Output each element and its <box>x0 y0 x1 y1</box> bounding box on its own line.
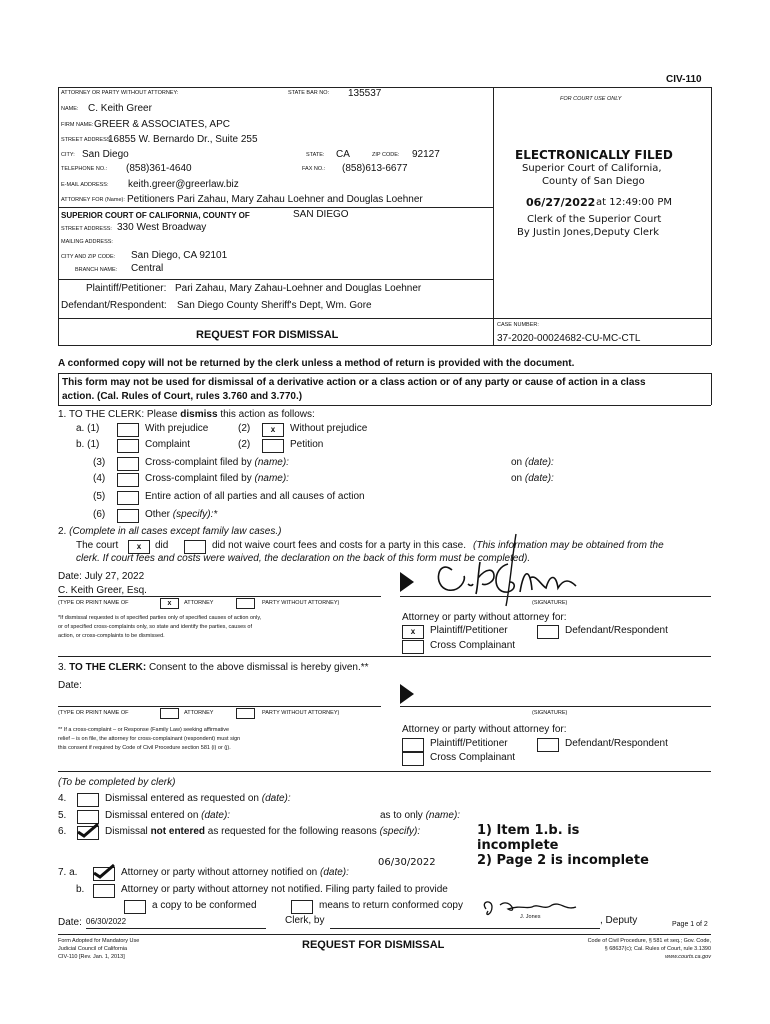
copy-conformed-checkbox[interactable] <box>124 900 146 914</box>
phone: (858)361-4640 <box>126 163 192 174</box>
clerk-7a-date: (date): <box>320 867 349 878</box>
sig1-date-label: Date: <box>58 571 82 582</box>
sig2-party-label: PARTY WITHOUT ATTORNEY) <box>262 710 340 716</box>
footer-left-3: CIV-110 [Rev. Jan. 1, 2013] <box>58 954 125 960</box>
sig1-defendant-checkbox[interactable] <box>537 625 559 639</box>
sig1-arrow-icon <box>400 572 416 592</box>
clerk-heading: (To be completed by clerk) <box>58 777 176 788</box>
defendant: San Diego County Sheriff's Dept, Wm. Gore <box>177 300 372 311</box>
cross-complaint-1-text: Cross-complaint filed by <box>145 457 252 468</box>
sig1-plaintiff-label: Plaintiff/Petitioner <box>430 625 508 636</box>
court-city: San Diego, CA 92101 <box>131 250 228 261</box>
entire-action-label: Entire action of all parties and all causes of action <box>145 491 365 502</box>
zip: 92127 <box>412 149 440 160</box>
reason-line-2: incomplete <box>477 838 559 853</box>
cross-complaint-1-checkbox[interactable] <box>117 457 139 471</box>
without-prejudice-checkbox[interactable]: x <box>262 423 284 437</box>
item3-lead-bold: TO THE CLERK: <box>69 662 147 673</box>
attorney-name: C. Keith Greer <box>88 103 152 114</box>
other-label <box>145 509 217 520</box>
sig2-note-2: relief – is on file, the attorney for cross-complainant (respondent) must sign <box>58 736 241 742</box>
city-label: CITY: <box>61 152 75 158</box>
fees-did-not-label: did not waive court fees and costs for a party in this case. <box>212 540 467 551</box>
footer-title: REQUEST FOR DISMISSAL <box>302 939 445 951</box>
copy-conformed-label: a copy to be conformed <box>152 900 257 911</box>
cross-complaint-1-date <box>511 457 554 468</box>
phone-label: TELEPHONE NO.: <box>61 166 108 172</box>
case-number-label: CASE NUMBER: <box>497 322 539 328</box>
footer-left-2: Judicial Council of California <box>58 946 128 952</box>
item2-num: 2. <box>58 526 67 537</box>
clerk-date-rule <box>86 928 266 929</box>
cross-complaint-2-name: (name): <box>254 473 289 484</box>
defendant-label: Defendant/Respondent: <box>61 300 167 311</box>
clerk-5-text: Dismissal entered on <box>105 810 199 821</box>
notice-top-rule <box>58 373 711 374</box>
state-label: STATE: <box>306 152 325 158</box>
deputy-label: , Deputy <box>600 915 638 926</box>
stamp-line3: Clerk of the Superior Court <box>527 214 662 225</box>
header-top-rule <box>58 87 711 88</box>
email-label: E-MAIL ADDRESS: <box>61 182 109 188</box>
clerk-6-num: 6. <box>58 826 67 837</box>
item1-3-num: (3) <box>93 457 106 468</box>
item1-lead-text: 1. TO THE CLERK: Please <box>58 409 178 420</box>
stamp-line1: Superior Court of California, <box>522 163 662 174</box>
clerk-signature-rule <box>330 928 600 929</box>
cross-complaint-2-text: Cross-complaint filed by <box>145 473 252 484</box>
clerk-date: 06/30/2022 <box>86 917 127 926</box>
sig1-attorney-label: ATTORNEY <box>184 600 214 606</box>
footer-right-2: § 68637(c); Cal. Rules of Court, rule 3.1390 <box>604 946 711 952</box>
sig2-type-label: (TYPE OR PRINT NAME OF <box>58 710 129 716</box>
court-mailing-label: MAILING ADDRESS: <box>61 239 113 245</box>
clerk-by-label: Clerk, by <box>285 915 325 926</box>
clerk-5-only <box>380 810 460 821</box>
clerk-6-text-b: not entered <box>150 826 206 837</box>
item3-lead-rest: Consent to the above dismissal is hereby given.** <box>148 662 369 673</box>
clerk-5-date: (date): <box>201 810 231 821</box>
clerk-7a-text: Attorney or party without attorney notified on <box>121 867 318 878</box>
notice-class-action-2: action. (Cal. Rules of Court, rules 3.760 and 3.770.) <box>62 391 303 402</box>
footer-left-1: Form Adopted for Mandatory Use <box>58 938 140 944</box>
without-prejudice-label: Without prejudice <box>290 423 368 434</box>
sig2-cross-label: Cross Complainant <box>430 752 516 763</box>
item2-lead-italic: (Complete in all cases except family law cases.) <box>69 526 282 537</box>
means-return-label: means to return conformed copy <box>319 900 463 911</box>
item3-date-label: Date: <box>58 680 82 691</box>
sig2-cross-checkbox[interactable] <box>402 752 424 766</box>
notice-left-rule <box>58 373 59 405</box>
clerk-top-rule <box>58 771 711 772</box>
sig1-date-value: July 27, 2022 <box>84 571 145 582</box>
other-checkbox[interactable] <box>117 509 139 523</box>
parties-rule <box>58 279 493 280</box>
fees-did-label: did <box>155 540 169 551</box>
item3-top-rule <box>58 656 711 657</box>
sig2-attorney-label: ATTORNEY <box>184 710 214 716</box>
clerk-date-label: Date: <box>58 917 82 928</box>
name-label: NAME: <box>61 106 79 112</box>
item1a2-num: (2) <box>238 423 251 434</box>
plaintiff: Pari Zahau, Mary Zahau-Loehner and Douglas Loehner <box>175 283 422 294</box>
sig2-note-3: this consent if required by Code of Civil Procedure section 581 (i) or (j). <box>58 745 231 751</box>
footer-rule <box>58 934 711 935</box>
complaint-label: Complaint <box>145 439 191 450</box>
reason-line-1: 1) Item 1.b. is <box>477 823 580 838</box>
clerk-4-num: 4. <box>58 793 67 804</box>
stamp-line4: By Justin Jones,Deputy Clerk <box>517 227 659 238</box>
sig1-plaintiff-checkbox[interactable]: x <box>402 625 424 639</box>
clerk-7a-num: 7. a. <box>58 867 78 878</box>
fax-label: FAX NO.: <box>302 166 326 172</box>
form-title: REQUEST FOR DISMISSAL <box>196 329 339 341</box>
fax: (858)613-6677 <box>342 163 408 174</box>
complaint-checkbox[interactable] <box>117 439 139 453</box>
clerk-4-checkbox[interactable] <box>77 793 99 807</box>
stamp-time: at 12:49:00 PM <box>596 197 672 208</box>
header-divider <box>493 87 494 345</box>
fees-did-not-checkbox[interactable] <box>184 540 206 554</box>
street-address: 16855 W. Bernardo Dr., Suite 255 <box>108 134 258 145</box>
item1-5-num: (5) <box>93 491 106 502</box>
entire-action-checkbox[interactable] <box>117 491 139 505</box>
sig2-for-label: Attorney or party without attorney for: <box>402 724 567 735</box>
item1-6-num: (6) <box>93 509 106 520</box>
on-label-1: on <box>511 457 523 468</box>
cross-complaint-2-date <box>511 473 554 484</box>
court-street-label: STREET ADDRESS: <box>61 226 112 232</box>
sig1-name: C. Keith Greer, Esq. <box>58 585 147 596</box>
sig1-name-rule <box>58 596 381 597</box>
form-id: CIV-110 <box>666 74 702 85</box>
clerk-6-text-a: Dismissal <box>105 826 148 837</box>
sig2-plaintiff-checkbox[interactable] <box>402 738 424 752</box>
item1-lead <box>58 409 315 420</box>
on-label-2: on <box>511 473 523 484</box>
item1-lead-bold: dismiss <box>180 409 218 420</box>
cross-complaint-1-name: (name): <box>254 457 289 468</box>
notice-class-action-1: This form may not be used for dismissal of a derivative action or a class action or of any party or cause of action in a class <box>62 377 646 388</box>
branch-label: BRANCH NAME: <box>75 267 118 273</box>
clerk-7b-num: b. <box>76 884 85 895</box>
notified-date: 06/30/2022 <box>378 857 436 868</box>
notice-right-rule <box>711 373 712 405</box>
sig2-note-1: ** If a cross-complaint – or Response (Family Law) seeking affirmative <box>58 727 230 733</box>
item1-4-num: (4) <box>93 473 106 484</box>
with-prejudice-checkbox[interactable] <box>117 423 139 437</box>
sig2-plaintiff-label: Plaintiff/Petitioner <box>430 738 508 749</box>
email: keith.greer@greerlaw.biz <box>128 179 239 190</box>
clerk-4-date: (date): <box>261 793 291 804</box>
branch-name: Central <box>131 263 164 274</box>
item3-num: 3. <box>58 662 67 673</box>
clerk-6-specify: (specify): <box>379 826 421 837</box>
item1b2-num: (2) <box>238 439 251 450</box>
petition-label: Petition <box>290 439 324 450</box>
with-prejudice-label: With prejudice <box>145 423 209 434</box>
item2-lead <box>58 526 281 537</box>
court-heading: SUPERIOR COURT OF CALIFORNIA, COUNTY OF <box>61 211 250 220</box>
sig1-note-1: *If dismissal requested is of specified parties only of specified causes of action only, <box>58 615 262 621</box>
petition-checkbox[interactable] <box>262 439 284 453</box>
sig1-party-checkbox[interactable] <box>236 598 255 609</box>
case-number: 37-2020-00024682-CU-MC-CTL <box>497 333 641 344</box>
sig2-defendant-checkbox[interactable] <box>537 738 559 752</box>
means-return-checkbox[interactable] <box>291 900 313 914</box>
cross-complaint-1-label <box>145 457 289 468</box>
page-number: Page 1 of 2 <box>672 921 708 928</box>
court-use-label: FOR COURT USE ONLY <box>560 96 622 102</box>
city: San Diego <box>82 149 129 160</box>
sig1-cross-label: Cross Complainant <box>430 640 516 651</box>
zip-label: ZIP CODE: <box>372 152 400 158</box>
clerk-5-only-text: as to only <box>380 810 423 821</box>
clerk-4-text: Dismissal entered as requested on <box>105 793 259 804</box>
sig1-attorney-checkbox[interactable]: x <box>160 598 179 609</box>
other-text: Other <box>145 509 171 520</box>
attorney-section-label: ATTORNEY OR PARTY WITHOUT ATTORNEY: <box>61 90 179 96</box>
on-date-1: (date): <box>524 457 554 468</box>
firm-name: GREER & ASSOCIATES, APC <box>94 119 230 130</box>
other-specify: (specify):* <box>172 509 218 520</box>
sig2-defendant-label: Defendant/Respondent <box>565 738 668 749</box>
court-street: 330 West Broadway <box>117 222 207 233</box>
street-label: STREET ADDRESS: <box>61 137 112 143</box>
clerk-7a-label <box>121 867 349 878</box>
fees-note-2: clerk. If court fees and costs were waived, the declaration on the back of this form must be completed). <box>76 553 531 564</box>
sig1-defendant-label: Defendant/Respondent <box>565 625 668 636</box>
clerk-7a-checkmark-icon <box>92 861 116 881</box>
clerk-7b-label: Attorney or party without attorney not notified. Filing party failed to provide <box>121 884 448 895</box>
sig2-attorney-checkbox[interactable] <box>160 708 179 719</box>
title-top-rule <box>58 318 711 319</box>
court-rule <box>58 207 493 208</box>
court-county: SAN DIEGO <box>293 209 349 220</box>
fees-note-1: (This information may be obtained from the <box>473 540 664 551</box>
sig2-name-rule <box>58 706 381 707</box>
notice-conformed-copy: A conformed copy will not be returned by the clerk unless a method of return is provided with the document. <box>58 358 575 369</box>
item3-lead <box>58 662 369 673</box>
clerk-name: J. Jones <box>520 914 541 920</box>
clerk-6-text-c: as requested for the following reasons <box>207 826 377 837</box>
court-city-label: CITY AND ZIP CODE: <box>61 254 116 260</box>
header-left-rule <box>58 87 59 345</box>
sig1-note-2: or of specified cross-complaints only, so state and identify the parties, causes of <box>58 624 253 630</box>
sig1-cross-checkbox[interactable] <box>402 640 424 654</box>
sig1-party-label: PARTY WITHOUT ATTORNEY) <box>262 600 340 606</box>
attorney-for-name: Petitioners Pari Zahau, Mary Zahau Loehner and Douglas Loehner <box>127 194 423 205</box>
bar-number: 135537 <box>348 88 382 99</box>
bar-label: STATE BAR NO: <box>288 90 330 96</box>
clerk-5-num: 5. <box>58 810 67 821</box>
stamp-title: ELECTRONICALLY FILED <box>515 148 673 162</box>
title-bottom-rule <box>58 345 711 346</box>
sig2-arrow-icon <box>400 684 416 704</box>
sig2-signature-rule <box>400 706 711 707</box>
sig1-for-label: Attorney or party without attorney for: <box>402 612 567 623</box>
clerk-7b-checkbox[interactable] <box>93 884 115 898</box>
header-right-rule <box>711 87 712 345</box>
footer-right-1: Code of Civil Procedure, § 581 et seq.; Gov. Code, <box>587 938 711 944</box>
sig2-party-checkbox[interactable] <box>236 708 255 719</box>
clerk-4-label <box>105 793 291 804</box>
sig1-note-3: action, or cross-complaints to be dismissed. <box>58 633 165 639</box>
fees-did-checkbox[interactable]: x <box>128 540 150 554</box>
clerk-6-label <box>105 826 420 837</box>
reason-line-3: 2) Page 2 is incomplete <box>477 853 649 868</box>
sig1-type-label: (TYPE OR PRINT NAME OF <box>58 600 129 606</box>
attorney-for-label: ATTORNEY FOR (Name): <box>61 197 125 203</box>
state: CA <box>336 149 350 160</box>
sig1-signature-rule <box>400 596 711 597</box>
footer-right-3: www.courts.ca.gov <box>665 954 711 960</box>
court-label: The court <box>76 540 119 551</box>
on-date-2: (date): <box>524 473 554 484</box>
clerk-5-label <box>105 810 230 821</box>
sig2-signature-label: (SIGNATURE) <box>532 710 568 716</box>
cross-complaint-2-checkbox[interactable] <box>117 473 139 487</box>
clerk-5-name: (name): <box>425 810 461 821</box>
item1a1-num: a. (1) <box>76 423 100 434</box>
cross-complaint-2-label <box>145 473 289 484</box>
notice-bottom-rule <box>58 405 711 406</box>
sig1-signature-label: (SIGNATURE) <box>532 600 568 606</box>
item1b1-num: b. (1) <box>76 439 100 450</box>
stamp-line2: County of San Diego <box>542 176 645 187</box>
stamp-date: 06/27/2022 <box>526 196 596 209</box>
clerk-6-checkmark-icon <box>76 820 100 840</box>
plaintiff-label: Plaintiff/Petitioner: <box>86 283 167 294</box>
sig1-date <box>58 571 144 582</box>
item1-lead-rest: this action as follows: <box>220 409 315 420</box>
firm-label: FIRM NAME: <box>61 122 94 128</box>
